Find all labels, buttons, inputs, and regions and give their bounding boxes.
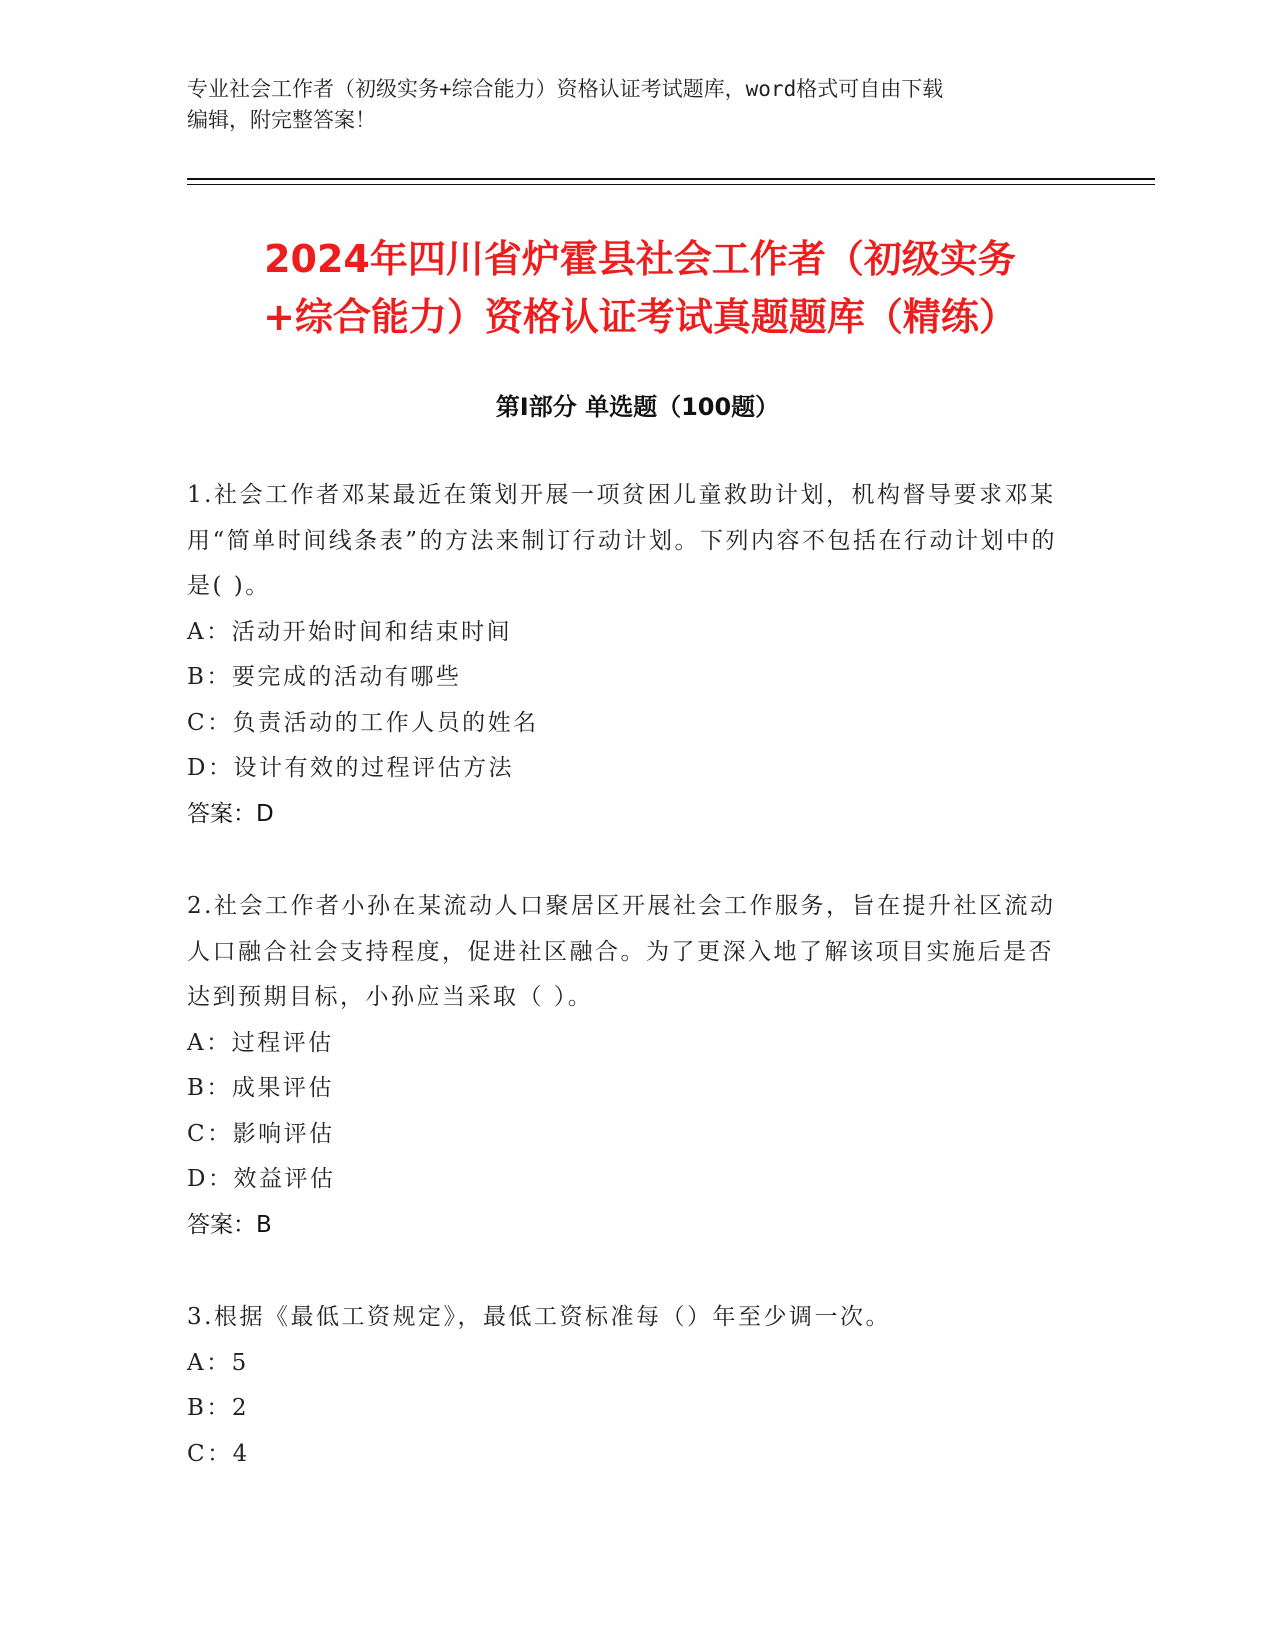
document-header xyxy=(187,74,1087,136)
option-d: D：效益评估 xyxy=(187,1166,336,1192)
title-line-1: 2024年四川省炉霍县社会工作者（初级实务 xyxy=(264,237,1016,281)
option-a: A：活动开始时间和结束时间 xyxy=(187,618,513,645)
option-c: C：4 xyxy=(187,1440,250,1467)
question-stem: 2.社会工作者小孙在某流动人口聚居区开展社会工作服务，旨在提升社区流动人口融合社会支持程度，促进社区融合。为了更深入地了解该项目实施后是否达到预期目标，小孙应当采取（ ）。 xyxy=(187,893,1056,1010)
answer: 答案：B xyxy=(187,1211,272,1238)
option-b: B：成果评估 xyxy=(187,1075,334,1101)
option-c: C：负责活动的工作人员的姓名 xyxy=(187,709,539,736)
question-1 xyxy=(187,473,1067,837)
document-title xyxy=(160,230,1120,346)
section-heading: 第I部分 单选题（100题） xyxy=(495,393,780,421)
option-a: A：过程评估 xyxy=(187,1029,334,1056)
header-divider-thick xyxy=(187,178,1155,180)
option-b: B：要完成的活动有哪些 xyxy=(187,664,462,690)
title-line-2: +综合能力）资格认证考试真题题库（精练） xyxy=(263,295,1017,339)
question-stem: 1.社会工作者邓某最近在策划开展一项贫困儿童救助计划，机构督导要求邓某用“简单时间线条表”的方法来制订行动计划。下列内容不包括在行动计划中的是( )。 xyxy=(187,482,1058,599)
option-c: C：影响评估 xyxy=(187,1120,335,1147)
question-stem: 3.根据《最低工资规定》，最低工资标准每（）年至少调一次。 xyxy=(187,1304,891,1330)
header-divider-thin xyxy=(187,184,1155,185)
answer: 答案：D xyxy=(187,800,274,827)
header-line-1: 专业社会工作者（初级实务+综合能力）资格认证考试题库，word格式可自由下载 xyxy=(187,77,944,101)
question-2 xyxy=(187,884,1067,1248)
header-line-2: 编辑，附完整答案！ xyxy=(187,108,376,132)
option-b: B：2 xyxy=(187,1395,250,1421)
option-a: A：5 xyxy=(187,1349,249,1376)
question-3 xyxy=(187,1295,1067,1477)
option-d: D：设计有效的过程评估方法 xyxy=(187,755,514,781)
